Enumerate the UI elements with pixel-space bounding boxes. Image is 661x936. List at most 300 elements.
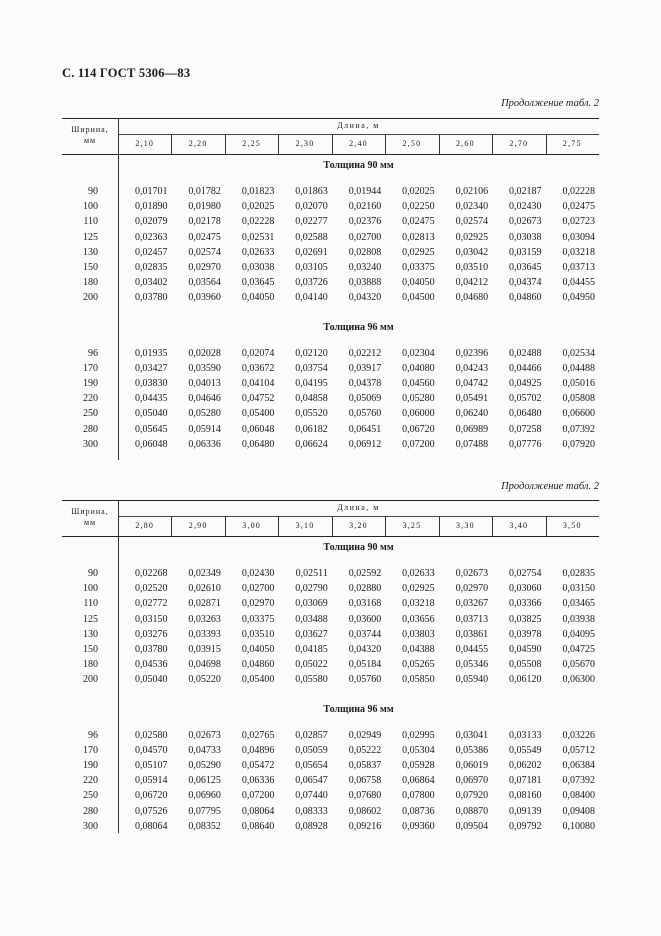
table-row [62,614,599,629]
volume-cell: 0,03150 [134,613,168,625]
volume-cell: 0,03938 [562,613,595,625]
volume-cell: 0,03803 [402,628,435,640]
volume-cell: 0,06624 [295,438,328,450]
volume-cell: 0,05654 [295,760,328,771]
volume-cell: 0,07258 [509,423,542,435]
volume-cell: 0,09139 [509,805,542,817]
volume-cell: 0,02277 [295,216,328,228]
volume-cell: 0,02857 [295,729,328,741]
table-row [62,583,599,598]
volume-cell: 0,02250 [402,201,435,213]
column-header: 3,50 [562,521,582,530]
table-row [62,232,599,247]
volume-cell: 0,04455 [562,277,595,289]
volume-cell: 0,09216 [348,820,382,832]
volume-cell: 0,03042 [455,246,489,258]
volume-cell: 0,09792 [509,820,542,832]
width-value: 100 [83,201,98,213]
volume-cell: 0,02106 [455,186,489,197]
volume-cell: 0,03402 [134,277,168,289]
table-top-rule [62,118,599,119]
volume-cell: 0,02268 [134,568,168,579]
width-value: 96 [88,347,98,359]
width-value: 200 [83,674,98,686]
volume-cell: 0,02723 [562,216,595,228]
volume-cell: 0,06048 [241,423,275,435]
volume-cell: 0,02574 [188,246,221,258]
volume-cell: 0,04466 [509,362,542,374]
volume-cell: 0,02430 [241,568,275,579]
volume-cell: 0,05760 [348,674,382,686]
table-row [62,790,599,805]
volume-cell: 0,02396 [455,347,489,359]
volume-cell: 0,04195 [295,378,328,389]
volume-cell: 0,02754 [509,568,542,579]
volume-cell: 0,03240 [348,262,382,273]
volume-cell: 0,07800 [402,790,435,802]
length-header: Длина, м [337,121,380,130]
column-header: 3,10 [295,521,315,530]
volume-cell: 0,02028 [188,347,221,359]
volume-cell: 0,01980 [188,201,221,213]
volume-cell: 0,02074 [241,347,275,359]
volume-cell: 0,04950 [562,292,595,304]
volume-cell: 0,03915 [188,644,221,655]
width-value: 170 [83,744,98,756]
table-row [62,186,599,201]
volume-cell: 0,03780 [134,644,168,655]
page-header: С. 114 ГОСТ 5306—83 [62,66,191,80]
volume-cell: 0,04752 [241,393,275,405]
volume-cell: 0,02673 [455,568,489,579]
volume-cell: 0,02079 [134,216,168,228]
width-value: 100 [83,583,98,595]
column-header: 2,70 [509,139,529,148]
volume-cell: 0,02475 [402,216,435,228]
column-header: 2,30 [295,139,315,148]
volume-cell: 0,05928 [402,760,435,771]
volume-cell: 0,05549 [509,744,542,756]
column-header: 2,25 [242,139,261,148]
volume-cell: 0,03645 [241,277,275,289]
column-header: 3,20 [349,521,368,530]
volume-cell: 0,03744 [348,628,382,640]
volume-cell: 0,05472 [241,760,275,771]
volume-cell: 0,02534 [562,347,595,359]
volume-cell: 0,07392 [562,775,595,787]
volume-cell: 0,06758 [348,775,382,787]
width-header [62,124,118,146]
volume-cell: 0,05022 [295,659,328,671]
thickness-section-title: Толщина 90 мм [323,542,394,553]
subheader-rule [118,516,599,517]
column-header: 2,60 [455,139,475,148]
volume-cell: 0,03038 [241,262,275,273]
table-row [62,348,599,363]
volume-cell: 0,06451 [348,423,382,435]
volume-cell: 0,03218 [402,598,435,610]
volume-cell: 0,06300 [562,674,595,686]
volume-cell: 0,03825 [509,613,542,625]
volume-cell: 0,04488 [562,362,595,374]
volume-cell: 0,03276 [134,628,168,640]
volume-cell: 0,02871 [188,598,221,610]
volume-cell: 0,03861 [455,628,489,640]
header-bottom-rule [62,154,599,155]
volume-cell: 0,04435 [134,393,168,405]
width-value: 180 [83,659,98,671]
table-row [62,760,599,775]
volume-cell: 0,03656 [402,613,435,625]
volume-cell: 0,02700 [241,583,275,595]
volume-cell: 0,05580 [295,674,328,686]
width-value: 190 [83,378,98,389]
volume-cell: 0,02790 [295,583,328,595]
volume-cell: 0,02187 [509,186,542,197]
column-header: 3,30 [455,521,475,530]
volume-cell: 0,06989 [455,423,489,435]
volume-cell: 0,06970 [455,775,489,787]
volume-cell: 0,04320 [348,644,382,655]
volume-cell: 0,03168 [348,598,382,610]
volume-cell: 0,07920 [562,438,595,450]
volume-cell: 0,06000 [402,408,435,420]
volume-cell: 0,06912 [348,438,382,450]
volume-cell: 0,02673 [188,729,221,741]
volume-cell: 0,05850 [402,674,435,686]
volume-cell: 0,07200 [241,790,275,802]
volume-cell: 0,02580 [134,729,168,741]
volume-cell: 0,02228 [562,186,595,197]
width-header-label: Ширина, [71,507,109,516]
volume-cell: 0,06336 [241,775,275,787]
volume-cell: 0,01935 [134,347,168,359]
volume-cell: 0,05940 [455,674,489,686]
volume-cell: 0,06480 [509,408,542,420]
volume-cell: 0,07200 [402,438,435,450]
width-value: 90 [88,186,98,197]
table-row [62,393,599,408]
width-value: 110 [83,216,98,228]
table-caption: Продолжение табл. 2 [501,98,599,109]
volume-cell: 0,04050 [241,644,275,655]
volume-cell: 0,03917 [348,362,382,374]
volume-cell: 0,03375 [402,262,435,273]
volume-cell: 0,03960 [188,292,221,304]
volume-cell: 0,08736 [402,805,435,817]
table-row [62,806,599,821]
volume-cell: 0,03267 [455,598,489,610]
volume-cell: 0,06480 [241,438,275,450]
volume-cell: 0,02970 [188,262,221,273]
volume-cell: 0,03094 [562,231,595,243]
volume-cell: 0,08400 [562,790,595,802]
volume-cell: 0,07795 [188,805,221,817]
volume-cell: 0,03713 [455,613,489,625]
volume-cell: 0,03600 [348,613,382,625]
volume-cell: 0,06547 [295,775,328,787]
volume-cell: 0,02835 [134,262,168,273]
volume-cell: 0,09504 [455,820,489,832]
volume-cell: 0,02120 [295,347,328,359]
volume-cell: 0,05069 [348,393,382,405]
volume-cell: 0,04050 [402,277,435,289]
volume-cell: 0,05040 [134,408,168,420]
volume-cell: 0,05914 [134,775,168,787]
width-value: 300 [83,438,98,450]
table-top-rule [62,500,599,501]
volume-cell: 0,04374 [509,277,542,289]
volume-cell: 0,02610 [188,583,221,595]
volume-cell: 0,02835 [562,568,595,579]
volume-cell: 0,02633 [241,246,275,258]
volume-cell: 0,05059 [295,744,328,756]
volume-cell: 0,04698 [188,659,221,671]
table-row [62,216,599,231]
volume-cell: 0,06384 [562,760,595,771]
volume-cell: 0,02700 [348,231,382,243]
volume-cell: 0,02633 [402,568,435,579]
volume-cell: 0,04570 [134,744,168,756]
thickness-section-title: Толщина 96 мм [323,703,394,715]
volume-cell: 0,04455 [455,644,489,655]
volume-cell: 0,06048 [134,438,168,450]
volume-cell: 0,04725 [562,644,595,655]
volume-cell: 0,08928 [295,820,328,832]
volume-cell: 0,01782 [188,186,221,197]
volume-cell: 0,06182 [295,423,328,435]
table-row [62,363,599,378]
width-value: 250 [83,408,98,420]
volume-cell: 0,03564 [188,277,221,289]
table-row [62,247,599,262]
volume-cell: 0,02025 [402,186,435,197]
volume-cell: 0,02025 [241,201,275,213]
volume-cell: 0,03645 [509,262,542,273]
table-row [62,598,599,613]
volume-cell: 0,08602 [348,805,382,817]
width-value: 300 [83,820,98,832]
column-header: 2,75 [562,139,582,148]
volume-cell: 0,04095 [562,628,595,640]
table-row [62,644,599,659]
volume-cell: 0,05304 [402,744,435,756]
width-value: 180 [83,277,98,289]
column-header: 2,10 [135,139,155,148]
volume-cell: 0,04212 [455,277,489,289]
volume-cell: 0,06720 [134,790,168,802]
volume-cell: 0,02376 [348,216,382,228]
volume-cell: 0,03263 [188,613,221,625]
volume-cell: 0,05016 [562,378,595,389]
volume-cell: 0,02588 [295,231,328,243]
volume-cell: 0,01944 [348,186,382,197]
width-value: 110 [83,598,98,610]
volume-cell: 0,02673 [509,216,542,228]
volume-cell: 0,03150 [562,583,595,595]
table-row [62,775,599,790]
volume-cell: 0,02691 [295,246,328,258]
volume-cell: 0,03510 [455,262,489,273]
volume-cell: 0,01701 [134,186,168,197]
volume-cell: 0,02304 [402,347,435,359]
volume-cell: 0,02488 [509,347,542,359]
volume-cell: 0,06336 [188,438,221,450]
volume-cell: 0,04050 [241,292,275,304]
table-caption: Продолжение табл. 2 [501,481,599,492]
volume-cell: 0,05107 [134,760,168,771]
volume-cell: 0,03041 [455,729,489,741]
volume-cell: 0,06019 [455,760,489,771]
volume-cell: 0,05712 [562,744,595,756]
volume-cell: 0,08064 [241,805,275,817]
volume-cell: 0,02531 [241,231,275,243]
volume-cell: 0,03218 [562,246,595,258]
width-value: 125 [83,231,98,243]
table-row [62,745,599,760]
volume-cell: 0,04733 [188,744,221,756]
volume-cell: 0,04080 [402,362,435,374]
width-value: 130 [83,628,98,640]
column-header: 2,80 [135,521,155,530]
volume-cell: 0,07488 [455,438,489,450]
width-value: 90 [88,568,98,579]
table-row [62,292,599,307]
volume-cell: 0,07181 [509,775,542,787]
volume-cell: 0,02772 [134,598,168,610]
volume-cell: 0,04536 [134,659,168,671]
volume-cell: 0,01863 [295,186,328,197]
volume-cell: 0,05184 [348,659,382,671]
volume-cell: 0,02349 [188,568,221,579]
volume-cell: 0,03888 [348,277,382,289]
volume-cell: 0,08352 [188,820,221,832]
volume-cell: 0,03510 [241,628,275,640]
volume-cell: 0,02970 [455,583,489,595]
width-header-unit: мм [83,136,97,145]
volume-cell: 0,07392 [562,423,595,435]
header-bottom-rule [62,536,599,537]
weight-table-1 [62,118,599,460]
volume-cell: 0,01823 [241,186,275,197]
volume-cell: 0,05265 [402,659,435,671]
volume-cell: 0,04388 [402,644,435,655]
volume-cell: 0,09408 [562,805,595,817]
volume-cell: 0,02813 [402,231,435,243]
volume-cell: 0,05290 [188,760,221,771]
width-value: 96 [88,729,98,741]
volume-cell: 0,05346 [455,659,489,671]
volume-cell: 0,06240 [455,408,489,420]
volume-cell: 0,05280 [402,393,435,405]
volume-cell: 0,05808 [562,393,595,405]
volume-cell: 0,01890 [134,201,168,213]
column-header: 2,40 [349,139,368,148]
column-header: 2,20 [188,139,208,148]
volume-cell: 0,06864 [402,775,435,787]
volume-cell: 0,02511 [295,568,328,579]
volume-cell: 0,03375 [241,613,275,625]
volume-cell: 0,04560 [402,378,435,389]
volume-cell: 0,03465 [562,598,595,610]
width-header-label: Ширина, [71,125,109,134]
volume-cell: 0,02070 [295,201,328,213]
volume-cell: 0,03713 [562,262,595,273]
volume-cell: 0,02178 [188,216,221,228]
volume-cell: 0,04925 [509,378,542,389]
volume-cell: 0,07776 [509,438,542,450]
table-row [62,424,599,439]
width-value: 280 [83,423,98,435]
table-row [62,277,599,292]
volume-cell: 0,03060 [509,583,542,595]
table-row [62,730,599,745]
volume-cell: 0,06125 [188,775,221,787]
volume-cell: 0,02925 [455,231,489,243]
volume-cell: 0,05220 [188,674,221,686]
width-value: 280 [83,805,98,817]
volume-cell: 0,05837 [348,760,382,771]
volume-cell: 0,09360 [402,820,435,832]
volume-cell: 0,03133 [509,729,542,741]
width-header-unit: мм [83,518,97,527]
width-value: 170 [83,362,98,374]
volume-cell: 0,03159 [509,246,542,258]
volume-cell: 0,04858 [295,393,328,405]
volume-cell: 0,04646 [188,393,221,405]
volume-cell: 0,05645 [134,423,168,435]
subheader-rule [118,134,599,135]
volume-cell: 0,03590 [188,362,221,374]
volume-cell: 0,03780 [134,292,168,304]
volume-cell: 0,05400 [241,408,275,420]
volume-cell: 0,04860 [509,292,542,304]
volume-cell: 0,05760 [348,408,382,420]
volume-cell: 0,04243 [455,362,489,374]
volume-cell: 0,03754 [295,362,328,374]
volume-cell: 0,03488 [295,613,328,625]
volume-cell: 0,04680 [455,292,489,304]
volume-cell: 0,02970 [241,598,275,610]
length-header: Длина, м [337,503,380,512]
volume-cell: 0,03627 [295,628,328,640]
volume-cell: 0,02212 [348,347,382,359]
column-header: 2,50 [402,139,422,148]
volume-cell: 0,04742 [455,378,489,389]
volume-cell: 0,03038 [509,231,542,243]
volume-cell: 0,02880 [348,583,382,595]
volume-cell: 0,08640 [241,820,275,832]
volume-cell: 0,08870 [455,805,489,817]
volume-cell: 0,02430 [509,201,542,213]
volume-cell: 0,07526 [134,805,168,817]
volume-cell: 0,03226 [562,729,595,741]
width-value: 125 [83,613,98,625]
volume-cell: 0,05280 [188,408,221,420]
volume-cell: 0,08160 [509,790,542,802]
volume-cell: 0,04896 [241,744,275,756]
volume-cell: 0,08333 [295,805,328,817]
table-row [62,439,599,454]
table-row [62,821,599,836]
volume-cell: 0,04320 [348,292,382,304]
width-value: 220 [83,775,98,787]
volume-cell: 0,02574 [455,216,489,228]
volume-cell: 0,04860 [241,659,275,671]
volume-cell: 0,06960 [188,790,221,802]
volume-cell: 0,05040 [134,674,168,686]
volume-cell: 0,03978 [509,628,542,640]
